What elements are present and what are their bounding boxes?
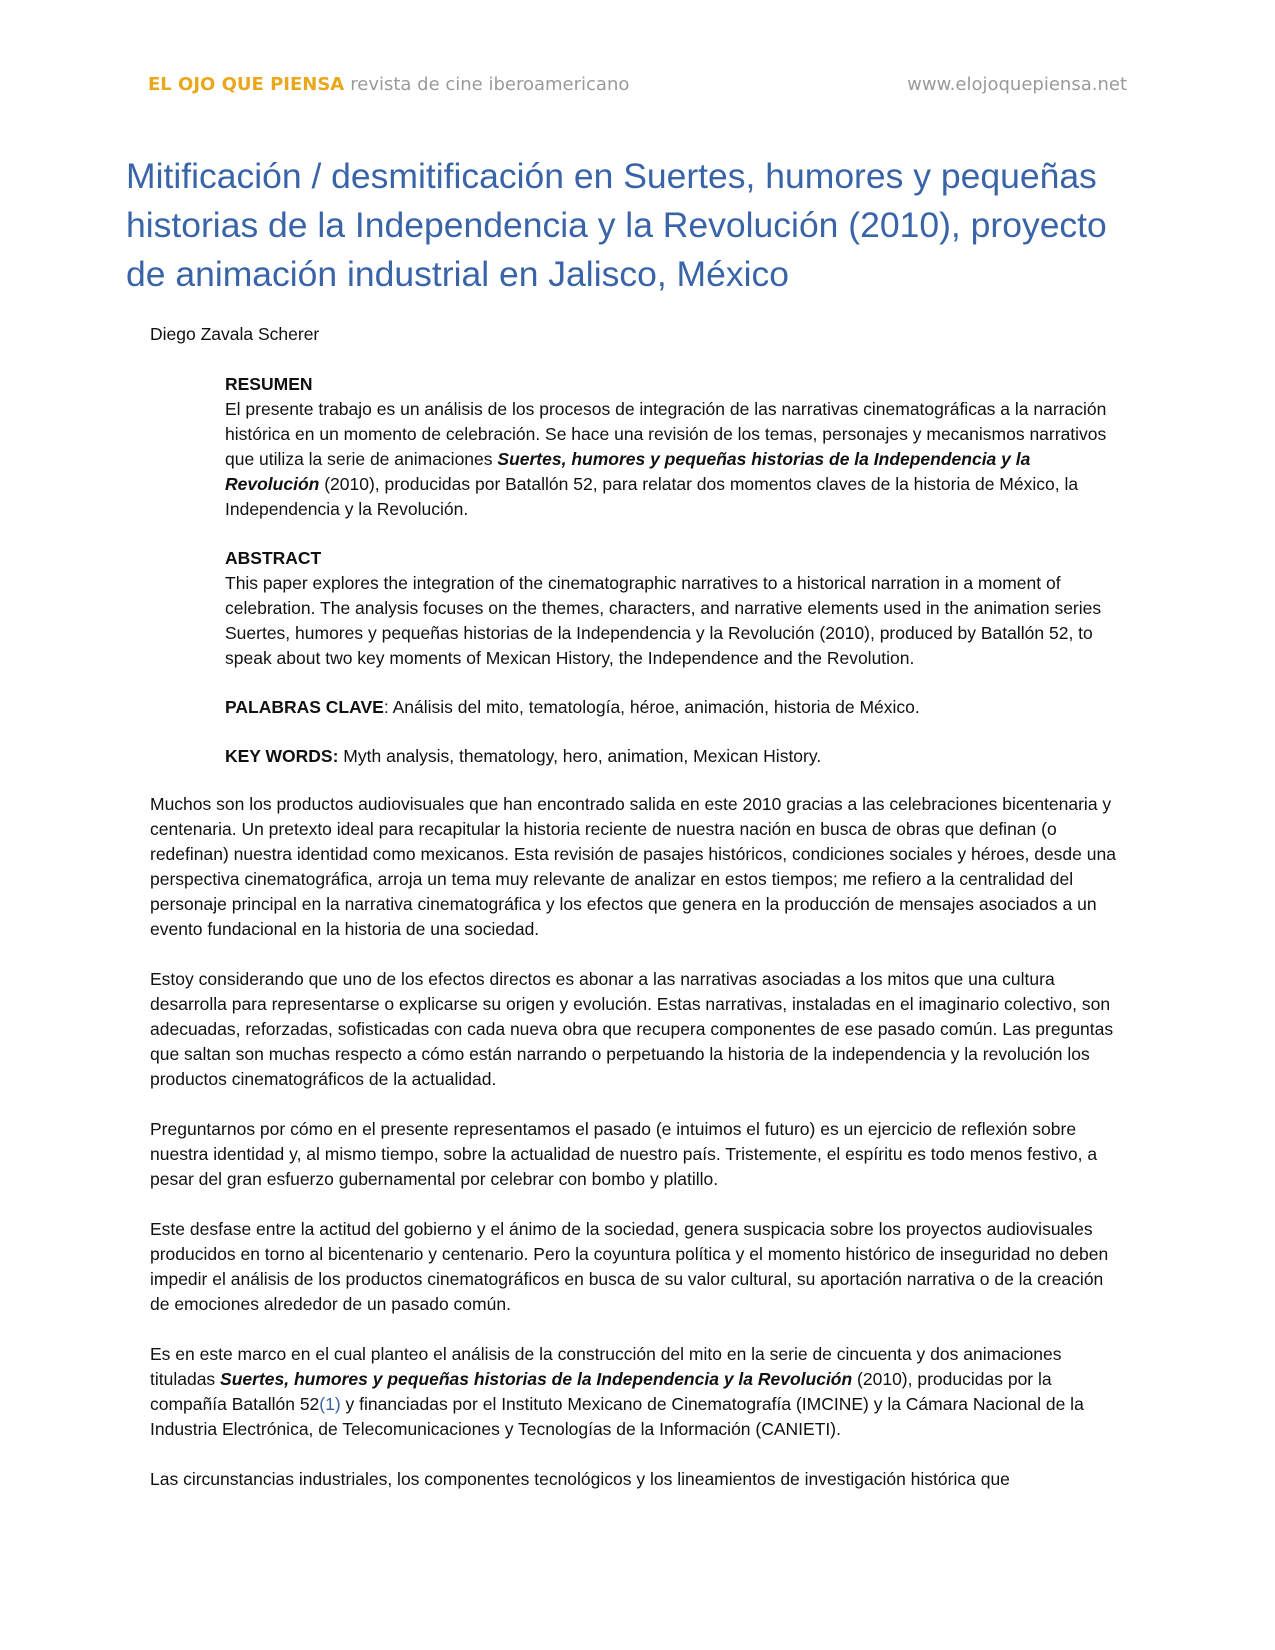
journal-brand: EL OJO QUE PIENSA: [148, 74, 345, 95]
abstract-heading: ABSTRACT: [225, 548, 322, 568]
article-body: [150, 792, 1125, 1517]
key-words-label: KEY WORDS:: [225, 746, 339, 766]
key-words: [225, 744, 1120, 769]
journal-tagline: revista de cine iberoamericano: [350, 74, 630, 95]
p5-text-before: Es en este marco en el cual planteo el análisis de la construcción del mito en la serie de cincuenta y dos animaciones tituladas: [150, 1344, 1062, 1389]
body-paragraph-3: Preguntarnos por cómo en el presente representamos el pasado (e intuimos el futuro) es un ejercicio de reflexión sobre nuestra identidad y, al mismo tiempo, sobre la actualidad de nuestro país. Tristemente, el espíritu es todo menos festivo, a pesar del gran esfuerzo gubernamental por celebrar con bombo y platillo.: [150, 1119, 1098, 1189]
body-paragraph-2: Estoy considerando que uno de los efectos directos es abonar a las narrativas asociadas a los mitos que una cultura desarrolla para representarse o explicarse su origen y evolución. Estas narrativas, instaladas en el imaginario colectivo, son adecuadas, reforzadas, sofisticadas con cada nueva obra que recupera componentes de ese pasado común. Las preguntas que saltan son muchas respecto a cómo están narrando o perpetuando la historia de la independencia y la revolución los productos cinematográficos de la actualidad.: [150, 969, 1114, 1089]
palabras-clave-label: PALABRAS CLAVE: [225, 697, 384, 717]
journal-website[interactable]: www.elojoquepiensa.net: [907, 74, 1127, 95]
resumen-work-title: Suertes, humores y pequeñas historias de la Independencia y la Revolución: [225, 449, 1031, 494]
palabras-clave-text: : Análisis del mito, tematología, héroe, animación, historia de México.: [383, 697, 920, 717]
body-paragraph-4: Este desfase entre la actitud del gobierno y el ánimo de la sociedad, genera suspicacia sobre los proyectos audiovisuales producidos en torno al bicentenario y centenario. Pero la coyuntura política y el momento histórico de inseguridad no deben impedir el análisis de los productos cinematográficos en busca de su valor cultural, su aportación narrativa o de la creación de emociones alrededor de un pasado común.: [150, 1219, 1109, 1314]
p5-text-middle: (2010), producidas por la compañía Batallón 52: [150, 1369, 1052, 1414]
abstract-text: This paper explores the integration of the cinematographic narratives to a historical narration in a moment of celebration. The analysis focuses on the themes, characters, and narrative elements used in the animation series Suertes, humores y pequeñas historias de la Independencia y la Revolución (2010), produced by Batallón 52, to speak about two key moments of Mexican History, the Independence and the Revolution.: [225, 573, 1102, 668]
body-paragraph-5: [150, 1342, 1125, 1442]
p5-text-after: y financiadas por el Instituto Mexicano de Cinematografía (IMCINE) y la Cámara Nacional de la Industria Electrónica, de Telecomunicaciones y Tecnologías de la Información (CANIETI).: [150, 1394, 1084, 1439]
page-header: [148, 74, 1127, 104]
abstract-block: [225, 546, 1120, 671]
resumen-heading: RESUMEN: [225, 374, 313, 394]
body-paragraph-1: Muchos son los productos audiovisuales que han encontrado salida en este 2010 gracias a las celebraciones bicentenaria y centenaria. Un pretexto ideal para recapitular la historia reciente de nuestra nación en busca de obras que definan (o redefinan) nuestra identidad como mexicanos. Esta revisión de pasajes históricos, condiciones sociales y héroes, desde una perspectiva cinematográfica, arroja un tema muy relevante de analizar en estos tiempos; me refiero a la centralidad del personaje principal en la narrativa cinematográfica y los efectos que genera en la producción de mensajes asociados a un evento fundacional en la historia de una sociedad.: [150, 794, 1116, 939]
body-paragraph-6: Las circunstancias industriales, los componentes tecnológicos y los lineamientos de investigación histórica que: [150, 1469, 1010, 1489]
resumen-block: [225, 372, 1120, 522]
key-words-text: Myth analysis, thematology, hero, animation, Mexican History.: [338, 746, 822, 766]
resumen-text-after: (2010), producidas por Batallón 52, para relatar dos momentos claves de la historia de México, la Independencia y la Revolución.: [225, 474, 1079, 519]
palabras-clave: [225, 695, 1120, 720]
footnote-link[interactable]: (1): [319, 1394, 341, 1414]
resumen-text-before: El presente trabajo es un análisis de los procesos de integración de las narrativas cinematográficas a la narración histórica en un momento de celebración. Se hace una revisión de los temas, personajes y mecanismos narrativos que utiliza la serie de animaciones: [225, 399, 1107, 469]
p5-work-title: Suertes, humores y pequeñas historias de la Independencia y la Revolución: [220, 1369, 853, 1389]
article-title: Mitificación / desmitificación en Suertes, humores y pequeñas historias de la Independencia y la Revolución (2010), proyecto de animación industrial en Jalisco, México: [126, 156, 1107, 294]
article-author: Diego Zavala Scherer: [150, 324, 320, 344]
abstract-section: [225, 372, 1120, 793]
